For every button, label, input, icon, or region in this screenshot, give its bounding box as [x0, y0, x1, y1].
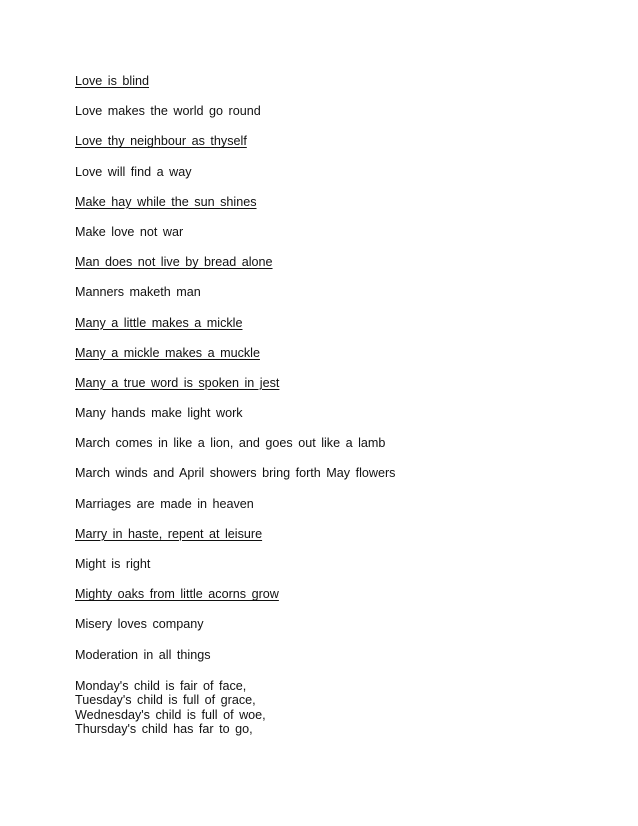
proverb-manners-maketh-man	[75, 285, 395, 315]
proverb-text[interactable]: Marry in haste, repent at leisure	[75, 526, 263, 541]
proverb-link-man-does-not-live-by-bread[interactable]	[75, 255, 395, 285]
proverb-text: March comes in like a lion, and goes out like a lamb	[75, 436, 386, 451]
proverb-text: Love will find a way	[75, 164, 192, 179]
proverb-text[interactable]: Many a little makes a mickle	[75, 315, 243, 330]
proverb-text[interactable]: Make hay while the sun shines	[75, 194, 257, 209]
proverb-march-comes-in-like-a-lion	[75, 436, 395, 466]
proverb-text[interactable]: Love is blind	[75, 74, 150, 88]
proverb-text: Love makes the world go round	[75, 104, 261, 119]
proverb-link-love-is-blind[interactable]	[75, 74, 395, 104]
proverb-marriages-made-in-heaven	[75, 497, 395, 527]
proverb-text: March winds and April showers bring forth May flowers	[75, 466, 396, 481]
proverb-text: Manners maketh man	[75, 285, 201, 300]
proverb-link-mighty-oaks[interactable]	[75, 587, 395, 617]
verse-line: Tuesday's child is full of grace,	[75, 693, 256, 708]
verse-line: Thursday's child has far to go,	[75, 722, 253, 737]
proverb-text: Moderation in all things	[75, 647, 211, 662]
proverb-link-make-hay[interactable]	[75, 195, 395, 225]
proverb-love-makes-world-go-round	[75, 104, 395, 134]
proverb-text[interactable]: Many a mickle makes a muckle	[75, 345, 260, 360]
proverb-moderation	[75, 648, 395, 678]
proverb-text: Marriages are made in heaven	[75, 496, 254, 511]
proverb-link-love-thy-neighbour[interactable]	[75, 134, 395, 164]
proverb-many-hands	[75, 406, 395, 436]
proverb-text: Misery loves company	[75, 617, 204, 632]
proverb-text[interactable]: Mighty oaks from little acorns grow	[75, 587, 279, 602]
proverb-text: Many hands make light work	[75, 406, 243, 421]
proverb-text[interactable]: Man does not live by bread alone	[75, 255, 273, 270]
verse-line: Monday's child is fair of face,	[75, 679, 247, 693]
proverb-text: Make love not war	[75, 224, 184, 239]
proverb-link-many-a-true-word[interactable]	[75, 376, 395, 406]
proverb-make-love-not-war	[75, 225, 395, 255]
mondays-child-verse	[75, 679, 266, 737]
proverb-link-marry-in-haste[interactable]	[75, 527, 395, 557]
proverb-link-many-a-little[interactable]	[75, 316, 395, 346]
proverb-text[interactable]: Love thy neighbour as thyself	[75, 134, 247, 149]
proverb-text[interactable]: Many a true word is spoken in jest	[75, 375, 280, 390]
proverb-text: Might is right	[75, 557, 151, 571]
proverb-link-many-a-mickle[interactable]	[75, 346, 395, 376]
proverb-might-is-right	[75, 557, 395, 587]
verse-line: Wednesday's child is full of woe,	[75, 707, 266, 722]
proverb-list	[75, 74, 395, 678]
proverb-march-winds	[75, 466, 395, 496]
proverb-misery-loves-company	[75, 617, 395, 647]
proverb-love-will-find-a-way	[75, 165, 395, 195]
